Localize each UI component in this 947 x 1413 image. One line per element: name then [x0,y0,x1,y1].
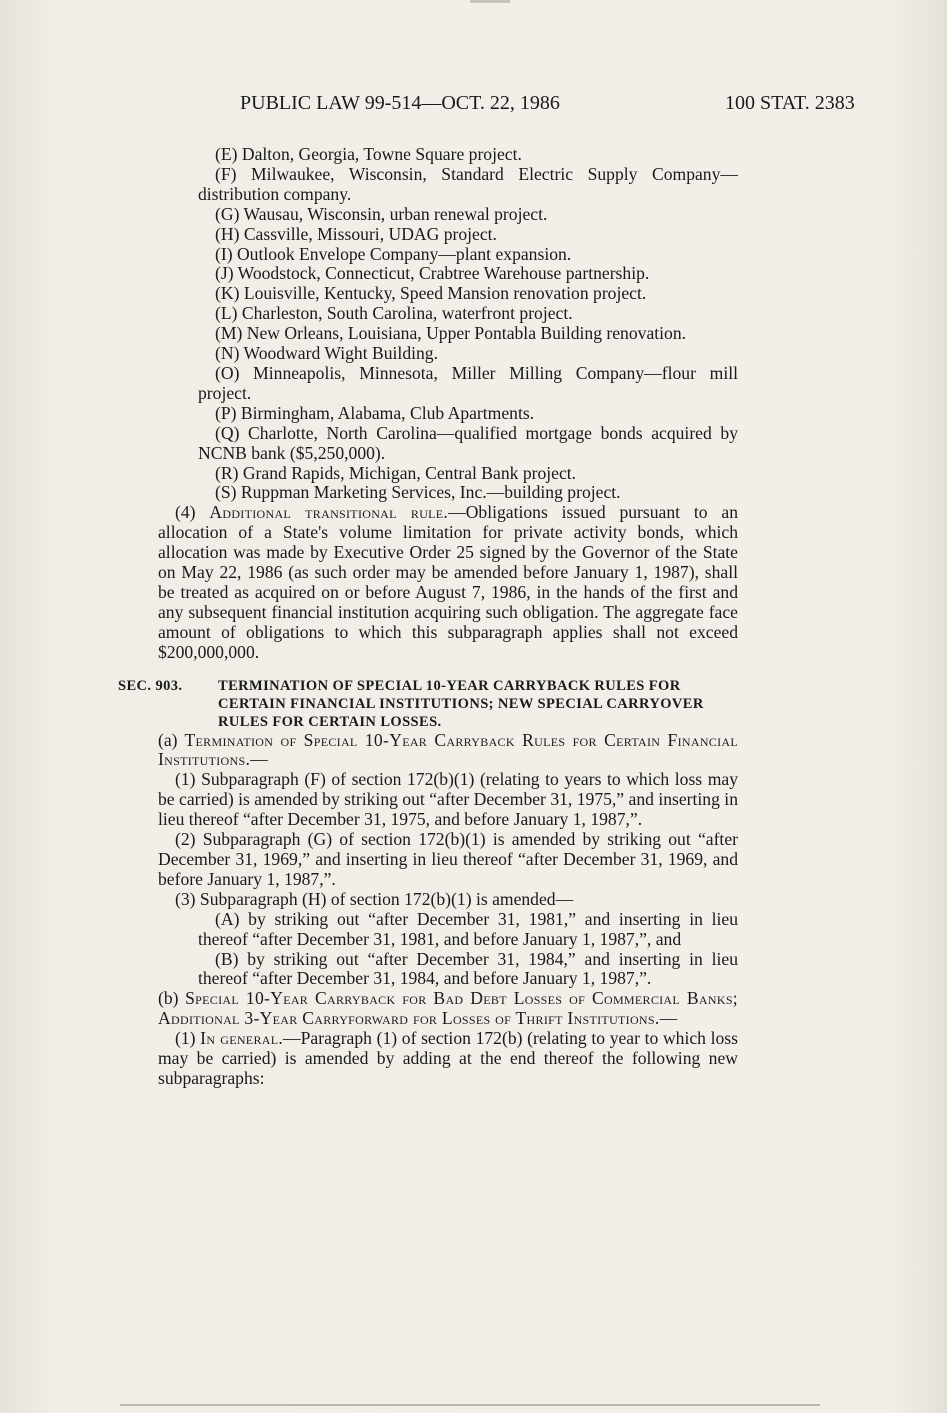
header-stat-page: 100 STAT. 2383 [725,92,855,114]
paragraph-4-text: —Obligations issued pursuant to an allocation of a State's volume limitation for private activity bonds, which allocation was made by Executive Order 25 signed by the Governor of the State on May 22, 1986 (as such order may be amended before January 1, 1987), shall be treated as acquired on or before August 7, 1986, in the hands of the first and any subsequent financial institution acquiring such obligation. The aggregate face amount of obligations to which this subparagraph applies shall not exceed $200,000,000. [158,502,739,662]
list-item: (P) Birmingham, Alabama, Club Apartments. [215,402,535,423]
page-body [118,144,739,1089]
subsection-b-p1-heading: In general. [200,1028,284,1049]
subsection-a-label: (a) [158,729,185,750]
subsection-b-label: (b) [158,988,186,1009]
list-item: (R) Grand Rapids, Michigan, Central Bank project. [215,462,577,483]
scan-bottom-edge [120,1404,820,1406]
list-item: (H) Cassville, Missouri, UDAG project. [215,223,497,244]
list-item: (N) Woodward Wight Building. [215,343,438,364]
subsection-b-p1-text: —Paragraph (1) of section 172(b) (relating to year to which loss may be carried) is amended by adding at the end thereof the following new subparagraphs: [158,1028,738,1088]
list-item: (O) Minneapolis, Minnesota, Miller Milling Company—flour mill project. [198,362,738,403]
paragraph-4 [158,503,738,662]
subsection-b-dash: — [659,1008,678,1029]
scan-mark [470,0,510,3]
page-header [0,92,947,120]
paragraph-4-heading: Additional transitional rule. [209,502,449,523]
section-title: TERMINATION OF SPECIAL 10-YEAR CARRYBACK RULES FOR CERTAIN FINANCIAL INSTITUTIONS; NEW SPECIAL CARRYOVER RULES FOR CERTAIN LOSSES. [218,677,704,730]
subsection-a-title: Termination of Special 10-Year Carryback Rules for Certain Financial Institutions. [158,729,738,770]
section-heading [118,677,738,731]
list-item: (E) Dalton, Georgia, Towne Square project. [215,144,522,164]
subsection-b-paragraph-1 [158,1029,738,1089]
list-item: (J) Woodstock, Connecticut, Crabtree Warehouse partnership. [215,263,650,284]
list-item: (L) Charleston, South Carolina, waterfront project. [215,303,573,324]
subsection-b-p1-label: (1) [175,1028,201,1049]
list-item: (M) New Orleans, Louisiana, Upper Pontabla Building renovation. [215,323,687,344]
subsection-a-paragraph-3: (3) Subparagraph (H) of section 172(b)(1) is amended— [175,888,574,909]
subsection-b-heading [158,989,738,1029]
subsection-a-dash: — [250,749,268,770]
list-item: (G) Wausau, Wisconsin, urban renewal project. [215,203,548,224]
list-item: (F) Milwaukee, Wisconsin, Standard Electric Supply Company—distribution company. [198,163,738,204]
project-list [158,145,738,503]
list-item: (Q) Charlotte, North Carolina—qualified mortgage bonds acquired by NCNB bank ($5,250,000). [198,422,738,463]
subsection-b-title: Special 10-Year Carryback for Bad Debt Losses of Commercial Banks; Additional 3-Year Carryforward for Losses of Thrift Institutions. [158,988,738,1029]
paragraph-4-label: (4) [175,502,210,523]
subsection-a-paragraph-1: (1) Subparagraph (F) of section 172(b)(1) (relating to years to which loss may be carried) is amended by striking out “after December 31, 1975,” and inserting in lieu thereof “after December 31, 1975, and before January 1, 1987,”. [158,769,738,830]
header-title: PUBLIC LAW 99-514—OCT. 22, 1986 [240,92,560,114]
list-item: (I) Outlook Envelope Company—plant expansion. [215,243,572,264]
section-number: SEC. 903. [118,677,183,694]
subsection-a-clause-a: (A) by striking out “after December 31, 1981,” and inserting in lieu thereof “after December 31, 1981, and before January 1, 1987,”, and [198,908,738,949]
list-item: (S) Ruppman Marketing Services, Inc.—building project. [215,482,621,503]
list-item: (K) Louisville, Kentucky, Speed Mansion renovation project. [215,283,647,304]
subsection-a-heading [158,731,738,771]
subsection-a-clause-b: (B) by striking out “after December 31, 1984,” and inserting in lieu thereof “after December 31, 1984, and before January 1, 1987,”. [198,948,738,989]
subsection-a-paragraph-2: (2) Subparagraph (G) of section 172(b)(1) is amended by striking out “after December 31, 1969,” and inserting in lieu thereof “after December 31, 1969, and before January 1, 1987,”. [158,829,738,889]
